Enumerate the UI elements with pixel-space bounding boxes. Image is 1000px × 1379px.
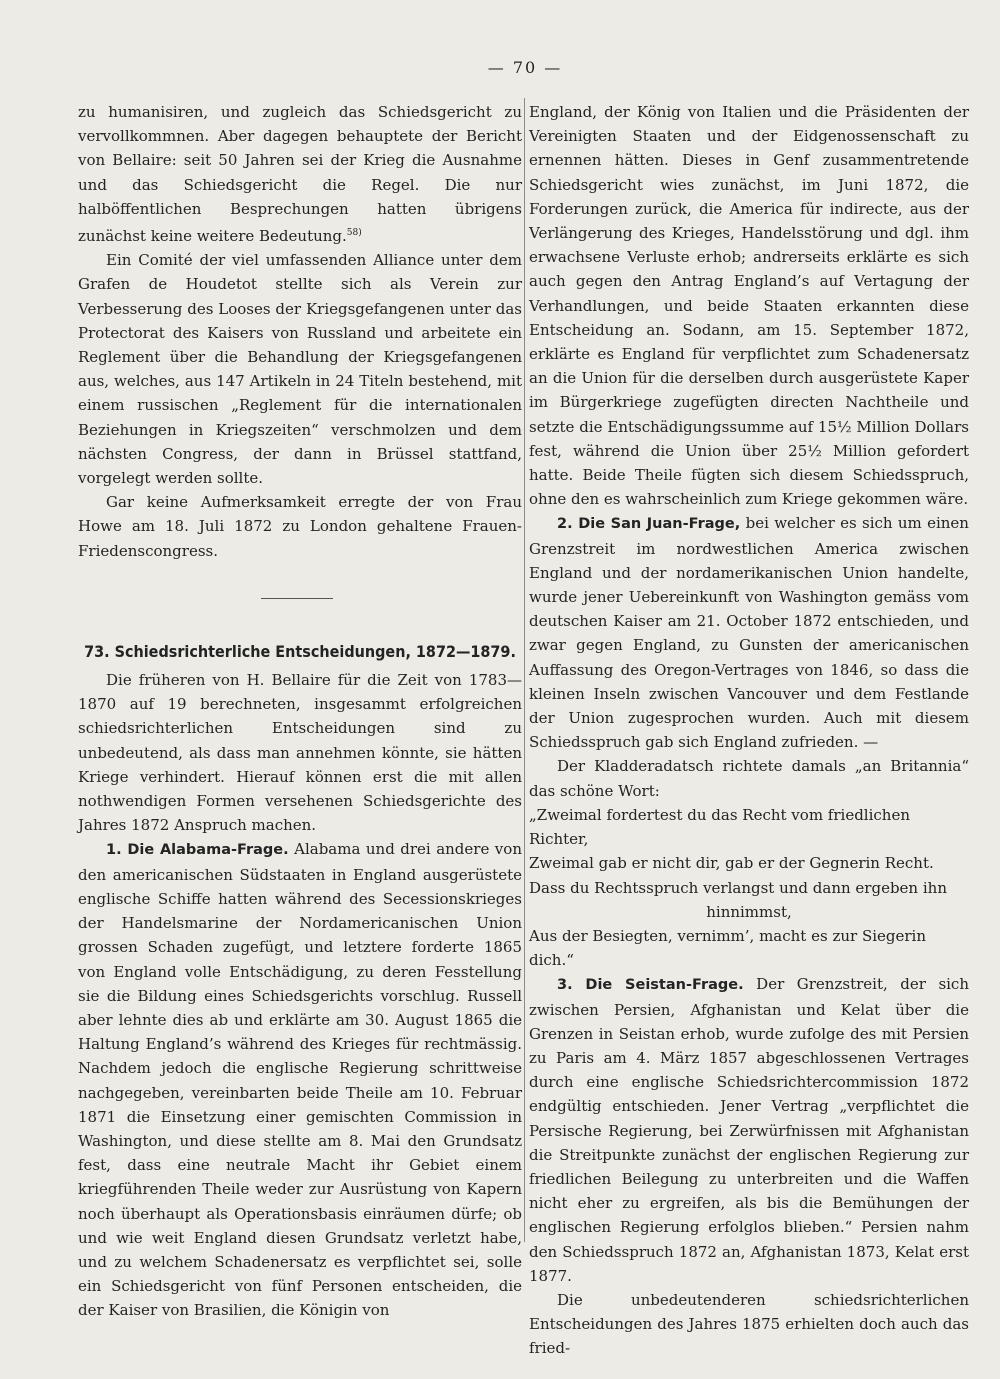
right-column xyxy=(529,100,969,1361)
section-title: 73. Schiedsrichterliche Entscheidungen, 1872—1879. xyxy=(84,641,516,661)
paragraph: 1. Die Alabama-Frage. Alabama und drei andere von den americanischen Südstaaten in England ausgerüstete englische Schiffe hatten während des Secessionskrieges der Handelsmarine der Nordamericanischen Union grossen Schaden zugefügt, und letztere forderte 1865 von England volle Entschädigung, zu deren Fesstellung sie die Bildung eines Schiedsgerichts vorschlug. Russell aber lehnte dies ab und erklärte am 30. August 1865 die Haltung England’s während des Krieges für rechtmässig. Nachdem jedoch die englische Regierung schrittweise nachgegeben, vereinbarten beide Theile am 10. Februar 1871 die Einsetzung einer gemischten Commission in Washington, und diese stellte am 8. Mai den Grundsatz fest, dass eine neutrale Macht ihr Gebiet einem kriegführenden Theile weder zur Ausrüstung von Kapern noch überhaupt als Operationsbasis einräumen dürfe; ob und wie weit England diesen Grundsatz verletzt habe, und zu welchem Schadenersatz es verpflichtet sei, solle ein Schiedsgericht von fünf Personen entscheiden, die der Kaiser von Brasilien, die Königin von xyxy=(78,840,522,1320)
column-divider xyxy=(524,98,525,1242)
paragraph: Die unbedeutenderen schiedsrichterlichen Entscheidungen des Jahres 1875 erhielten doch auch das fried- xyxy=(529,1290,969,1358)
paragraph: 3. Die Seistan-Frage. Der Grenzstreit, der sich zwischen Persien, Afghanistan und Kelat über die Grenzen in Seistan erhob, wurde zufolge des mit Persien zu Paris am 4. März 1857 abgeschlossenen Vertrages durch eine englische Schiedsrichtercommission 1872 endgültig entschieden. Jener Vertrag „verpflichtet die Persische Regierung, bei Zerwürfnissen mit Afghanistan die Streitpunkte zunächst der englischen Regierung zur friedlichen Beilegung zu unterbreiten und die Waffen nicht eher zu ergreifen, als bis die Bemühungen der englischen Regierung erfolglos blieben.“ Persien nahm den Schiedsspruch 1872 an, Afghanistan 1873, Kelat erst 1877. xyxy=(529,975,969,1285)
poem-line: „Zweimal fordertest du das Recht vom friedlichen Richter, xyxy=(529,805,910,849)
poem-line: Zweimal gab er nicht dir, gab er der Gegnerin Recht. xyxy=(529,854,934,873)
left-column xyxy=(78,100,522,1323)
subsection-heading: 2. Die San Juan-Frage, xyxy=(557,516,741,533)
poem xyxy=(529,803,969,972)
poem-line: Dass du Rechtsspruch verlangst und dann ergeben ihn xyxy=(529,878,947,897)
paragraph: zu humanisiren, und zugleich das Schiedsgericht zu vervollkommnen. Aber dagegen behauptete der Bericht von Bellaire: seit 50 Jahren sei der Krieg die Ausnahme und das Schiedsgericht die Regel. Die nur halböffentlichen Besprechungen hatten übrigens zunächst keine weitere Bedeutung.$^{58)}$ xyxy=(78,103,522,246)
poem-line: Aus der Besiegten, vernimm’, macht es zur Siegerin dich.“ xyxy=(529,926,927,970)
paragraph: 2. Die San Juan-Frage, bei welcher es sich um einen Grenzstreit im nordwestlichen America zwischen England und der nordamerikanischen Union handelte, wurde jener Uebereinkunft von Washington gemäss vom deutschen Kaiser am 21. October 1872 entschieden, und zwar gegen England, zu Gunsten der americanischen Auffassung des Oregon-Vertrages von 1846, so dass die kleinen Inseln zwischen Vancouver und dem Festlande der Union zugesprochen wurden. Auch mit diesem Schiedsspruch gab sich England zufrieden. — xyxy=(529,514,969,752)
poem-line: hinnimmst, xyxy=(706,902,792,921)
paragraph: Gar keine Aufmerksamkeit erregte der von Frau Howe am 18. Juli 1872 zu London gehaltene Frauen-Friedenscongress. xyxy=(78,493,522,560)
section-separator xyxy=(261,598,333,599)
paragraph: Die früheren von H. Bellaire für die Zeit von 1783—1870 auf 19 berechneten, insgesammt erfolgreichen schiedsrichterlichen Entscheidungen sind zu unbedeutend, als dass man annehmen könnte, sie hätten Kriege verhindert. Hierauf können erst die mit allen nothwendigen Formen versehenen Schiedsgerichte des Jahres 1872 Anspruch machen. xyxy=(78,671,522,835)
page-number: — 70 — xyxy=(487,58,563,77)
footnote-ref: 58) xyxy=(346,228,362,239)
subsection-heading: 3. Die Seistan-Frage. xyxy=(557,977,744,994)
paragraph: Der Kladderadatsch richtete damals „an Britannia“ das schöne Wort: xyxy=(529,757,969,800)
paragraph: Ein Comité der viel umfassenden Alliance unter dem Grafen de Houdetot stellte sich als Verein zur Verbesserung des Looses der Kriegsgefangenen unter das Protectorat des Kaisers von Russland und arbeitete ein Reglement über die Behandlung der Kriegsgefangenen aus, welches, aus 147 Artikeln in 24 Titeln bestehend, mit einem russischen „Reglement für die internationalen Beziehungen in Kriegszeiten“ verschmolzen und dem nächsten Congress, der dann in Brüssel stattfand, vorgelegt werden sollte. xyxy=(78,251,522,488)
paragraph: England, der König von Italien und die Präsidenten der Vereinigten Staaten und der Eidgenossenschaft zu ernennen hätten. Dieses in Genf zusammentretende Schiedsgericht wies zunächst, im Juni 1872, die Forderungen zurück, die America für indirecte, aus der Verlängerung des Krieges, Handelsstörung und dgl. ihm erwachsene Verluste erhob; andrerseits erklärte es sich auch gegen den Antrag England’s auf Vertagung der Verhandlungen, und beide Staaten erkannten diese Entscheidung an. Sodann, am 15. September 1872, erklärte es England für verpflichtet zum Schadenersatz an die Union für die derselben durch ausgerüstete Kaper im Bürgerkriege zugefügten directen Nachtheile und setzte die Entschädigungssumme auf 15½ Million Dollars fest, während die Union über 25½ Million gefordert hatte. Beide Theile fügten sich diesem Schiedsspruch, ohne den es wahrscheinlich zum Kriege gekommen wäre. xyxy=(529,103,969,509)
subsection-heading: 1. Die Alabama-Frage. xyxy=(106,842,289,859)
